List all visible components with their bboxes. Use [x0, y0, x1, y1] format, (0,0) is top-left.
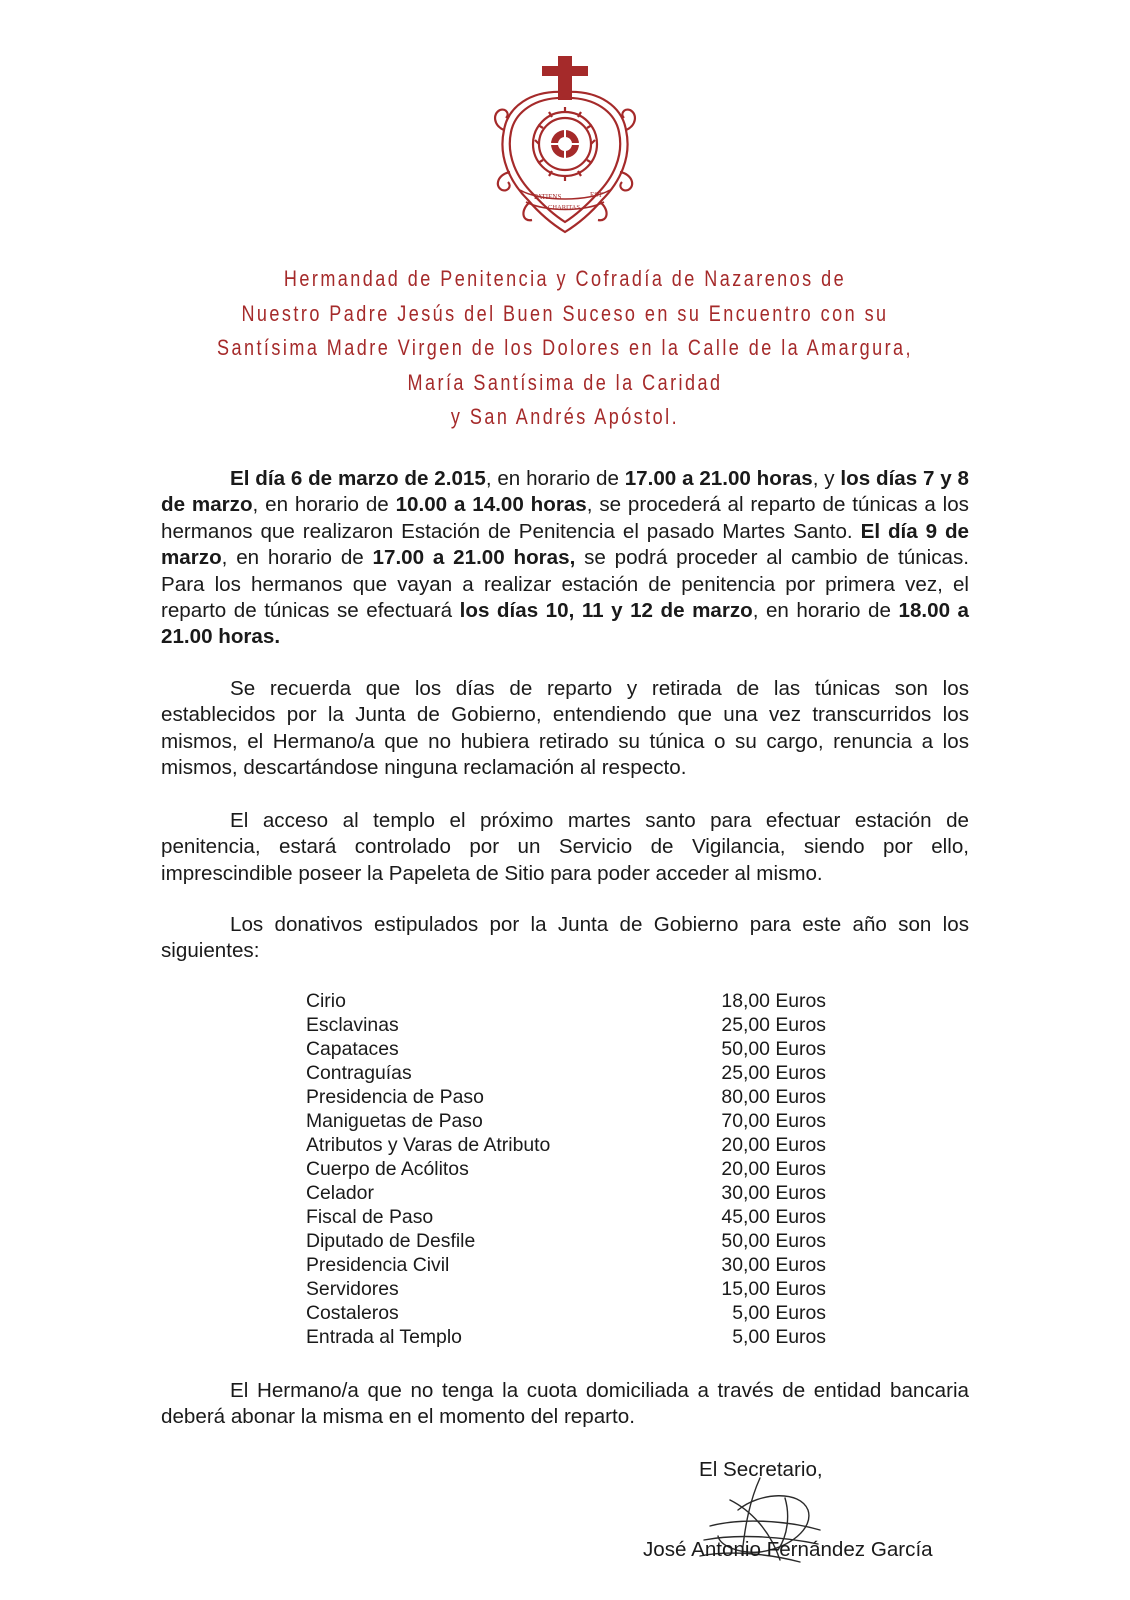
donation-item: Servidores — [306, 1278, 399, 1300]
signature-title: El Secretario, — [699, 1458, 823, 1481]
paragraph-temple-access: El acceso al templo el próximo martes santo para efectuar estación de penitencia, estará controlado por un Servicio de Vigilancia, siendo por ello, imprescindible poseer la Papeleta de Sitio para poder acceder al mismo. — [161, 809, 969, 885]
emphasis-text: 17.00 a 21.00 horas — [624, 467, 813, 490]
donation-row — [306, 1277, 826, 1301]
donation-row — [306, 1061, 826, 1085]
donation-row — [306, 1109, 826, 1133]
donation-row — [306, 1013, 826, 1037]
donation-row — [306, 1037, 826, 1061]
title-line: María Santísima de la Caridad — [407, 369, 723, 395]
donation-row — [306, 1325, 826, 1349]
emphasis-text: los días 7 y 8 de marzo — [161, 467, 969, 517]
donation-amount: 25,00 Euros — [721, 1014, 826, 1036]
donation-item: Presidencia de Paso — [306, 1086, 484, 1108]
donation-row — [306, 1133, 826, 1157]
donation-item: Entrada al Templo — [306, 1326, 462, 1348]
donation-amount: 80,00 Euros — [721, 1086, 826, 1108]
crest-motto-left: PATIENS — [534, 193, 562, 201]
donation-item: Esclavinas — [306, 1014, 399, 1036]
emphasis-text: 18.00 a 21.00 horas. — [161, 599, 969, 649]
donations-table — [306, 989, 826, 1349]
emphasis-text: 10.00 a 14.00 horas — [395, 493, 587, 517]
paragraph-distribution-dates — [161, 466, 969, 651]
donation-item: Cirio — [306, 990, 346, 1012]
donation-row — [306, 989, 826, 1013]
donation-amount: 5,00 Euros — [732, 1326, 826, 1348]
donation-item: Presidencia Civil — [306, 1254, 450, 1276]
paragraph-donations-intro: Los donativos estipulados por la Junta de Gobierno para este año son los siguientes: — [161, 913, 969, 963]
donation-amount: 15,00 Euros — [721, 1278, 826, 1300]
emphasis-text: El día 6 de marzo de 2.015 — [230, 467, 486, 490]
body-text: , en horario de — [221, 546, 373, 570]
brotherhood-title — [102, 262, 1029, 435]
donation-item: Fiscal de Paso — [306, 1206, 434, 1228]
donation-amount: 50,00 Euros — [721, 1038, 826, 1060]
donation-amount: 25,00 Euros — [721, 1062, 826, 1084]
body-text: , y — [812, 467, 841, 490]
donation-row — [306, 1301, 826, 1325]
donation-amount: 45,00 Euros — [721, 1206, 826, 1228]
body-text: se podrá proceder al cambio de túnicas. Para los hermanos que vayan a realizar estación de penitencia por primera vez, el reparto de túnicas se efectuará — [161, 546, 969, 623]
donation-amount: 18,00 Euros — [721, 990, 826, 1012]
crest-motto-bottom: CHARITAS — [548, 204, 580, 211]
donation-item: Celador — [306, 1182, 374, 1204]
donation-amount: 50,00 Euros — [721, 1230, 826, 1252]
signatory-name: José Antonio Fernández García — [643, 1538, 933, 1561]
emphasis-text: El día 9 de marzo — [161, 519, 969, 570]
donation-row — [306, 1181, 826, 1205]
emphasis-text: 17.00 a 21.00 horas, — [372, 546, 576, 570]
donation-item: Costaleros — [306, 1302, 399, 1324]
brotherhood-crest-icon — [490, 52, 640, 237]
donation-row — [306, 1229, 826, 1253]
paragraph-payment-note: El Hermano/a que no tenga la cuota domiciliada a través de entidad bancaria deberá abonar la misma en el momento del reparto. — [161, 1379, 969, 1429]
donation-row — [306, 1253, 826, 1277]
donation-row — [306, 1085, 826, 1109]
donation-item: Capataces — [306, 1038, 399, 1060]
donation-row — [306, 1157, 826, 1181]
body-text: , se procederá al reparto de túnicas a los hermanos que realizaron Estación de Penitencia el pasado Martes Santo. — [161, 493, 969, 543]
title-line: Hermandad de Penitencia y Cofradía de Nazarenos de — [283, 266, 847, 291]
title-line: Santísima Madre Virgen de los Dolores en la Calle de la Amargura, — [216, 335, 914, 361]
donation-row — [306, 1205, 826, 1229]
donation-item: Atributos y Varas de Atributo — [306, 1134, 551, 1156]
body-text: , en horario de — [752, 599, 899, 623]
title-line: Nuestro Padre Jesús del Buen Suceso en su Encuentro con su — [241, 300, 889, 326]
donation-amount: 20,00 Euros — [721, 1134, 826, 1156]
handwritten-signature-icon — [690, 1470, 850, 1580]
donation-amount: 20,00 Euros — [721, 1158, 826, 1180]
donation-amount: 5,00 Euros — [732, 1302, 826, 1324]
donation-item: Cuerpo de Acólitos — [306, 1158, 469, 1180]
body-text: , en horario de — [485, 467, 625, 490]
crest-motto-right: EST — [590, 191, 603, 199]
donation-item: Diputado de Desfile — [306, 1230, 476, 1252]
donation-item: Maniguetas de Paso — [306, 1110, 483, 1132]
body-text: , en horario de — [252, 493, 396, 517]
emphasis-text: los días 10, 11 y 12 de marzo — [459, 599, 753, 623]
donation-amount: 70,00 Euros — [721, 1110, 826, 1132]
donation-amount: 30,00 Euros — [721, 1182, 826, 1204]
paragraph-distribution-rules: Se recuerda que los días de reparto y retirada de las túnicas son los establecidos por la Junta de Gobierno, entendiendo que una vez transcurridos los mismos, el Hermano/a que no hubiera retirado su túnica o su cargo, renuncia a los mismos, descartándose ninguna reclamación al respecto. — [161, 677, 969, 780]
title-line: y San Andrés Apóstol. — [450, 404, 680, 430]
donation-item: Contraguías — [306, 1062, 412, 1084]
donation-amount: 30,00 Euros — [721, 1254, 826, 1276]
